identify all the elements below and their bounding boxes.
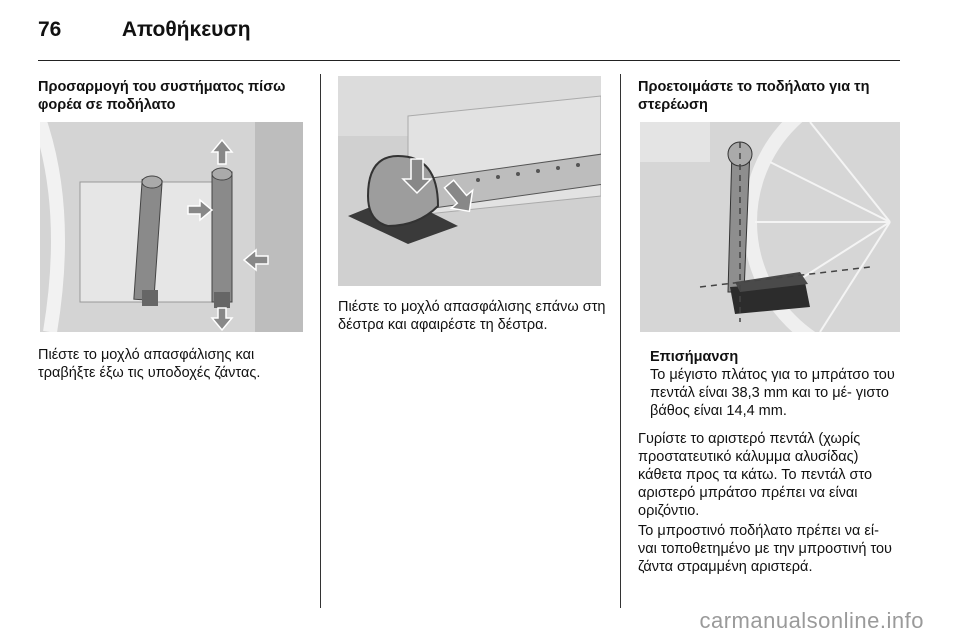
paragraph-front-wheel: Το μπροστινό ποδήλατο πρέπει να εί- ναι τοποθετημένο με την μπροστινή του ζάντα στραμμένη αριστερά. [638,523,892,575]
note-box [650,348,900,420]
section-heading-prepare-bicycle: Προετοιμάστε το ποδήλατο για τη στερέωση [638,79,870,113]
note-title: Επισήμανση [650,349,739,365]
page-number: 76 [38,18,62,41]
header-rule [38,60,900,61]
page-header [38,18,251,42]
section-heading-rear-carrier: Προσαρμογή του συστήματος πίσω φορέα σε ποδήλατο [38,79,286,113]
figure-wheel-holders [40,122,303,332]
page-title: Αποθήκευση [121,18,251,41]
figure-strap-release [338,76,601,286]
caption-wheel-holders: Πιέστε το μοχλό απασφάλισης και τραβήξτε έξω τις υποδοχές ζάντας. [38,347,261,381]
watermark: carmanualsonline.info [699,608,924,633]
note-text: Το μέγιστο πλάτος για το μπράτσο του πεντάλ είναι 38,3 mm και το μέ- γιστο βάθος είναι 14,4 mm. [650,367,895,419]
figure-pedal-position [640,122,900,332]
paragraph-turn-pedal: Γυρίστε το αριστερό πεντάλ (χωρίς προστατευτικό κάλυμμα αλυσίδας) κάθετα προς τα κάτω. Το πεντάλ στο αριστερό μπράτσο πρέπει να είναι οριζόντιο. [638,431,873,519]
caption-strap-release: Πιέστε το μοχλό απασφάλισης επάνω στη δέστρα και αφαιρέστε τη δέστρα. [338,299,606,333]
column-divider-2 [620,74,621,608]
column-divider-1 [320,74,321,608]
